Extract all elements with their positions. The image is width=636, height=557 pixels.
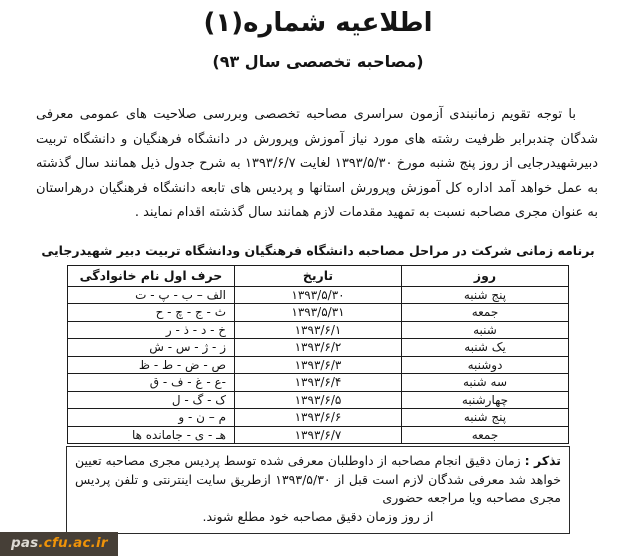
- day-cell: دوشنبه: [402, 356, 569, 374]
- date-cell: ۱۳۹۳/۶/۶: [235, 409, 402, 427]
- day-cell: یک شنبه: [402, 339, 569, 357]
- date-cell: ۱۳۹۳/۶/۳: [235, 356, 402, 374]
- table-row: [68, 409, 569, 427]
- table-row: [68, 391, 569, 409]
- note-last-line: از روز وزمان دقیق مصاحبه خود مطلع شوند.: [202, 508, 434, 524]
- col-header-day: روز: [402, 265, 569, 286]
- day-cell: سه شنبه: [402, 374, 569, 392]
- schedule-table-header: [68, 265, 569, 286]
- note-text: زمان دقیق انجام مصاحبه از داوطلبان معرفی شده توسط پردیس مجری مصاحبه تعیین خواهد شد معرفی شدگان لازم است قبل از ۱۳۹۳/۵/۳۰ ازطریق سایت اینترنتی و تلفن پردیس مجری مصاحبه ویا مراجعه حضوری: [75, 453, 561, 505]
- page-subtitle: (مصاحبه تخصصی سال ۹۳): [212, 52, 424, 71]
- note-label: تذکر :: [524, 453, 561, 468]
- date-cell: ۱۳۹۳/۶/۷: [235, 426, 402, 444]
- letters-cell: ز - ژ - س - ش: [68, 339, 235, 357]
- date-cell: ۱۳۹۳/۵/۳۰: [235, 286, 402, 304]
- letters-cell: ث - ج - چ - ح: [68, 304, 235, 322]
- watermark-text-accent: .cfu.ac.ir: [38, 535, 108, 551]
- table-row: [68, 286, 569, 304]
- letters-cell: الف – ب - پ - ت: [68, 286, 235, 304]
- day-cell: جمعه: [402, 426, 569, 444]
- letters-cell: -ع - غ - ف - ق: [68, 374, 235, 392]
- note-box: [66, 446, 570, 534]
- schedule-table-body: [68, 286, 569, 444]
- table-row: [68, 356, 569, 374]
- day-cell: پنج شنبه: [402, 409, 569, 427]
- letters-cell: ص - ض - ط - ظ: [68, 356, 235, 374]
- table-row: [68, 426, 569, 444]
- day-cell: چهارشنبه: [402, 391, 569, 409]
- col-header-date: تاریخ: [235, 265, 402, 286]
- table-row: [68, 321, 569, 339]
- watermark-badge: [0, 532, 118, 556]
- col-header-lastname-letter: حرف اول نام خانوادگی: [68, 265, 235, 286]
- schedule-table: [67, 265, 569, 445]
- day-cell: شنبه: [402, 321, 569, 339]
- table-row: [68, 374, 569, 392]
- date-cell: ۱۳۹۳/۵/۳۱: [235, 304, 402, 322]
- day-cell: جمعه: [402, 304, 569, 322]
- day-cell: پنج شنبه: [402, 286, 569, 304]
- page-title: اطلاعیه شماره(۱): [203, 8, 433, 38]
- date-cell: ۱۳۹۳/۶/۵: [235, 391, 402, 409]
- table-caption: برنامه زمانی شرکت در مراحل مصاحبه دانشگاه فرهنگیان ودانشگاه تربیت دبیر شهیدرجایی: [41, 242, 595, 258]
- letters-cell: م – ن - و: [68, 409, 235, 427]
- watermark-text-light: pas: [11, 535, 39, 551]
- letters-cell: هـ - ی - جامانده ها: [68, 426, 235, 444]
- table-row: [68, 304, 569, 322]
- letters-cell: خ - د - ذ - ر: [68, 321, 235, 339]
- letters-cell: ک - گ - ل: [68, 391, 235, 409]
- date-cell: ۱۳۹۳/۶/۱: [235, 321, 402, 339]
- date-cell: ۱۳۹۳/۶/۴: [235, 374, 402, 392]
- intro-paragraph: با توجه تقویم زمانبندی آزمون سراسری مصاحبه تخصصی وبررسی صلاحیت های عمومی معرفی شدگان چندبرابر ظرفیت رشته های مورد نیاز آموزش وپرورش در دانشگاه فرهنگیان و دانشگاه تربیت دبیرشهیدرجایی از روز پنج شنبه مورخ ۱۳۹۳/۵/۳۰ لغایت ۱۳۹۳/۶/۷ به شرح جدول ذیل همانند سال گذشته به عمل خواهد آمد اداره کل آموزش وپرورش استانها و پردیس های تابعه دانشگاه فرهنگیان درهراستان به عنوان مجری مصاحبه نسبت به تمهید مقدمات لازم همانند سال گذشته اقدام نمایند .: [36, 107, 599, 220]
- header-row: [68, 265, 569, 286]
- table-row: [68, 339, 569, 357]
- date-cell: ۱۳۹۳/۶/۲: [235, 339, 402, 357]
